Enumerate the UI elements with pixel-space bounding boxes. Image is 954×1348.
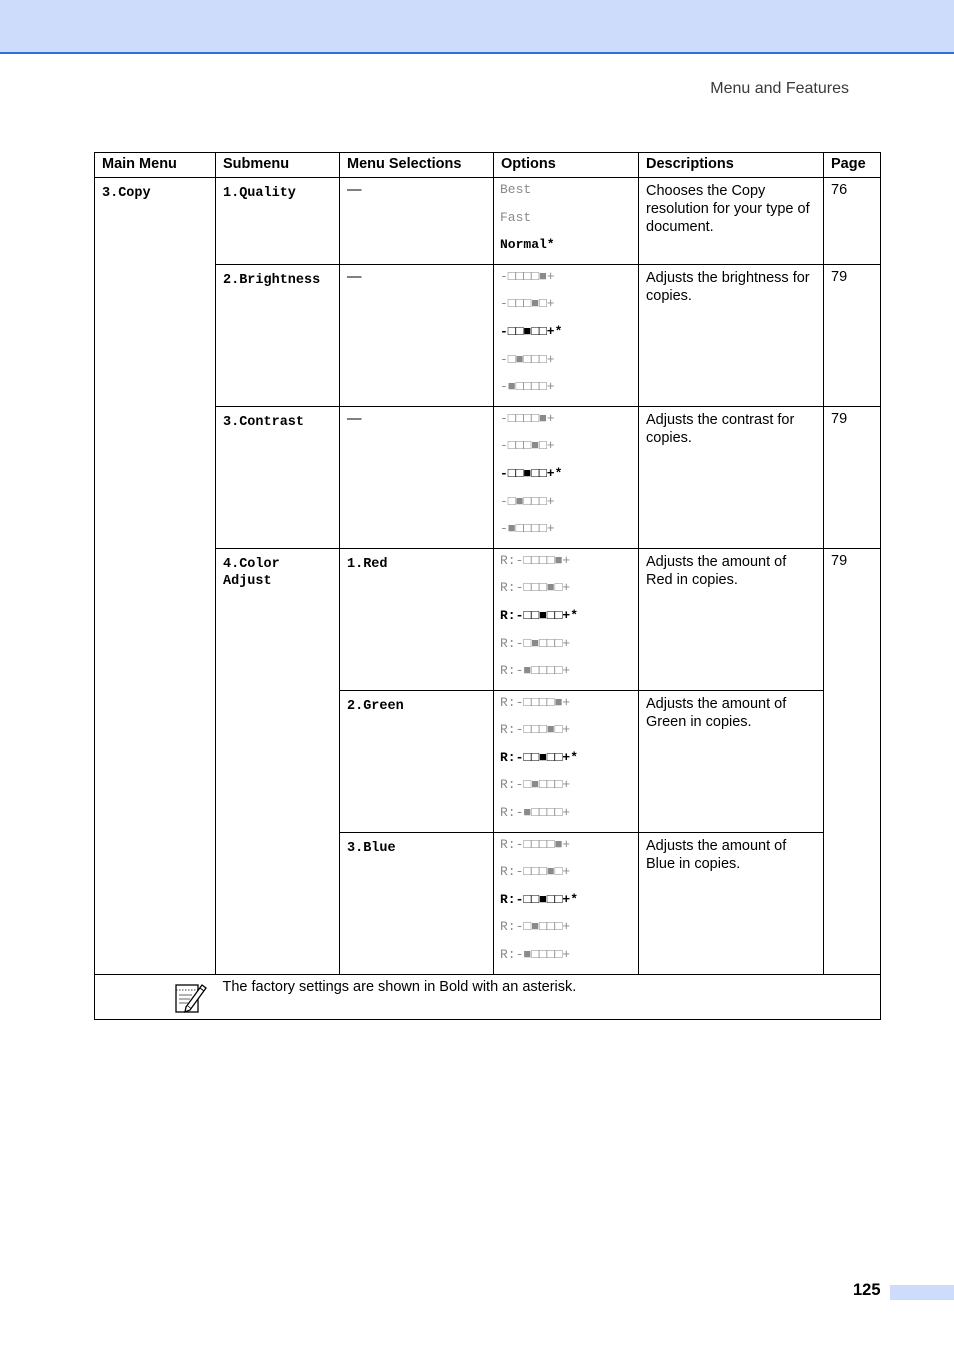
options-list [494,265,638,406]
bottom-color-tab [890,1285,954,1300]
submenu-cell [216,178,340,265]
note-text-cell [216,974,881,1019]
note-pencil-icon [174,981,208,1015]
option-item: -□□■□□+* [500,323,563,339]
options-cell [494,264,639,406]
page-ref: 79 [831,268,848,285]
option-item: R:-□□■□□+* [500,749,579,765]
note-row [95,974,881,1019]
option-item: -□□□□■+ [500,268,555,284]
submenu-label: 1.Quality [223,186,296,201]
col-header-descriptions: Descriptions [639,153,824,178]
description-cell [639,264,824,406]
selection-cell [340,264,494,406]
selection-cell [340,406,494,548]
option-item: R:-□□□■□+ [500,864,571,880]
selection-cell [340,178,494,265]
options-list [494,407,638,548]
option-item: -□■□□□+ [500,493,555,509]
description-cell [639,690,824,832]
options-cell [494,832,639,974]
selection-cell [340,690,494,832]
section-title: Menu and Features [710,80,849,97]
option-item: R:-■□□□□+ [500,663,571,679]
selection-label: — [347,268,362,285]
selection-label: — [347,182,362,198]
option-item: R:-□■□□□+ [500,919,571,935]
option-item: Normal* [500,237,555,253]
options-cell [494,406,639,548]
options-list [494,178,638,264]
col-header-page: Page [824,153,881,178]
description-cell [639,832,824,974]
description-text: Adjusts the brightness for copies. [646,269,810,304]
page-cell [824,406,881,548]
col-header-submenu: Submenu [216,153,340,178]
main-menu-cell [95,178,216,975]
description-cell [639,406,824,548]
selection-cell [340,548,494,690]
option-item: R:-□□■□□+* [500,891,579,907]
description-text: Chooses the Copy resolution for your type of document. [646,183,810,235]
option-item: -■□□□□+ [500,379,555,395]
selection-label: — [347,410,362,427]
option-item: -■□□□□+ [500,521,555,537]
menu-table [94,152,881,1020]
option-item: -□□□□■+ [500,410,555,426]
note-text: The factory settings are shown in Bold with an asterisk. [222,978,577,995]
description-cell [639,548,824,690]
option-item: R:-□□□■□+ [500,722,571,738]
table-row [95,178,881,265]
submenu-cell [216,264,340,406]
option-item: R:-□■□□□+ [500,777,571,793]
page-ref: 76 [831,182,848,198]
page-cell [824,548,881,974]
page-number: 125 [853,1281,881,1299]
option-item: R:-□□■□□+* [500,607,579,623]
options-cell [494,690,639,832]
submenu-cell [216,406,340,548]
submenu-label: 2.Brightness [223,272,321,288]
options-cell [494,548,639,690]
options-cell [494,178,639,265]
note-icon-cell [95,974,216,1019]
page-cell [824,178,881,265]
description-text: Adjusts the amount of Blue in copies. [646,837,787,872]
option-item: Best [500,182,532,197]
option-item: -□■□□□+ [500,351,555,367]
page-ref: 79 [831,552,848,569]
options-list [494,833,638,974]
description-cell [639,178,824,265]
option-item: R:-□□□□■+ [500,552,571,568]
selection-label: 3.Blue [347,840,396,856]
options-list [494,691,638,832]
option-item: Fast [500,209,532,225]
option-item: R:-□■□□□+ [500,635,571,651]
option-item: R:-■□□□□+ [500,947,571,963]
description-text: Adjusts the amount of Red in copies. [646,553,787,588]
selection-label: 2.Green [347,698,404,714]
description-text: Adjusts the amount of Green in copies. [646,695,787,730]
selection-cell [340,832,494,974]
top-color-band [0,0,954,54]
table-header-row [95,153,881,178]
option-item: -□□□■□+ [500,438,555,454]
submenu-label: 4.Color Adjust [223,556,280,589]
option-item: R:-□□□□■+ [500,836,571,852]
selection-label: 1.Red [347,556,388,572]
main-menu-label: 3.Copy [102,186,151,201]
option-item: -□□□■□+ [500,296,555,312]
option-item: R:-□□□■□+ [500,580,571,596]
options-list [494,549,638,690]
option-item: -□□■□□+* [500,465,563,481]
submenu-label: 3.Contrast [223,414,305,430]
option-item: R:-□□□□■+ [500,694,571,710]
option-item: R:-■□□□□+ [500,805,571,821]
description-text: Adjusts the contrast for copies. [646,411,795,446]
col-header-options: Options [494,153,639,178]
col-header-menu-selections: Menu Selections [340,153,494,178]
submenu-cell [216,548,340,974]
page-ref: 79 [831,410,848,427]
page-cell [824,264,881,406]
col-header-main-menu: Main Menu [95,153,216,178]
